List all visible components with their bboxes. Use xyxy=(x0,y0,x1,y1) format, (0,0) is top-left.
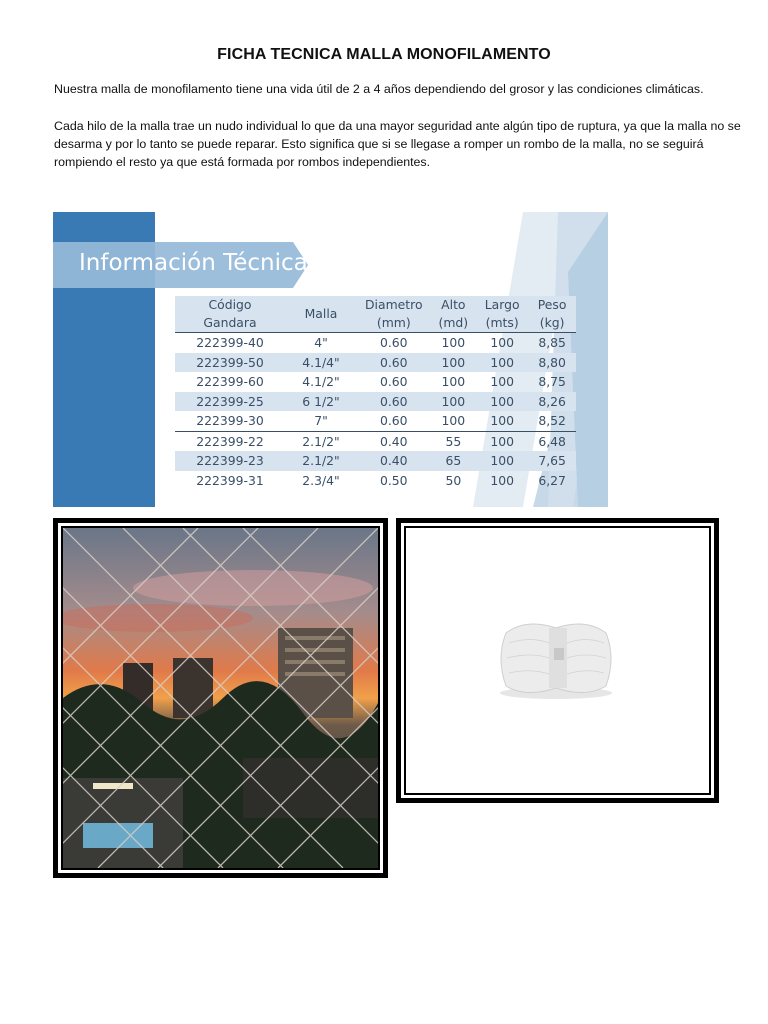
cell-diametro: 0.60 xyxy=(379,335,408,351)
cell-largo: 100 xyxy=(490,472,514,488)
cell-largo: 100 xyxy=(490,453,514,469)
header-diametro: Diametro (mm) xyxy=(357,296,431,333)
header-alto: Alto (md) xyxy=(431,296,477,333)
cell-codigo: 222399-31 xyxy=(196,472,264,488)
cell-diametro: 0.50 xyxy=(379,472,408,488)
table-row xyxy=(175,353,576,373)
cell-alto: 100 xyxy=(431,411,477,431)
cell-largo: 100 xyxy=(490,354,514,370)
table-row xyxy=(175,333,576,353)
cell-alto: 55 xyxy=(445,433,462,449)
header-codigo: Código Gandara xyxy=(175,296,285,333)
cell-peso: 8,26 xyxy=(538,393,566,409)
cell-malla: 2.3/4" xyxy=(302,472,340,488)
document-title: FICHA TECNICA MALLA MONOFILAMENTO xyxy=(217,46,551,63)
table-row xyxy=(175,372,576,392)
cell-alto: 50 xyxy=(445,472,462,488)
table-row xyxy=(175,392,576,412)
cell-codigo: 222399-22 xyxy=(196,433,264,449)
cell-peso: 8,80 xyxy=(538,354,566,370)
cell-largo: 100 xyxy=(490,374,514,390)
sunset-net-image xyxy=(63,528,378,868)
cell-peso: 7,65 xyxy=(538,453,566,469)
table-row xyxy=(175,431,576,451)
cell-codigo: 222399-60 xyxy=(196,374,264,390)
cell-codigo: 222399-50 xyxy=(196,354,264,370)
cell-malla: 2.1/2" xyxy=(302,453,340,469)
cell-diametro: 0.60 xyxy=(379,393,408,409)
cell-largo: 100 xyxy=(490,335,514,351)
table-row xyxy=(175,471,576,491)
cell-peso: 8,75 xyxy=(538,374,566,390)
intro-paragraph: Nuestra malla de monofilamento tiene una vida útil de 2 a 4 años dependiendo del grosor y las condiciones climáticas. xyxy=(54,82,704,96)
cell-alto: 65 xyxy=(445,453,462,469)
net-bundle-photo xyxy=(396,518,719,803)
cell-codigo: 222399-25 xyxy=(196,393,264,409)
cell-malla: 4.1/2" xyxy=(302,374,340,390)
table-row xyxy=(175,411,576,431)
cell-malla: 4" xyxy=(314,335,328,351)
cell-codigo: 222399-40 xyxy=(196,335,264,351)
cell-peso: 8,85 xyxy=(538,335,566,351)
cell-diametro: 0.60 xyxy=(357,411,431,431)
header-largo: Largo (mts) xyxy=(476,296,528,333)
description-paragraph: Cada hilo de la malla trae un nudo individual lo que da una mayor seguridad ante algún tipo de ruptura, ya que la malla no se desarma y por lo tanto se puede reparar. Esto significa que si se llegase a romper un rombo de la malla, no se seguirá rompiendo el resto ya que está formada por rombos independientes. xyxy=(54,119,741,169)
cell-alto: 100 xyxy=(441,393,466,409)
cell-codigo: 222399-23 xyxy=(196,453,264,469)
cell-diametro: 0.60 xyxy=(379,354,408,370)
header-malla: Malla xyxy=(285,296,357,333)
cell-alto: 100 xyxy=(441,335,466,351)
cell-malla: 7" xyxy=(285,411,357,431)
table-row xyxy=(175,451,576,471)
table-header-row xyxy=(175,296,576,333)
cell-malla: 2.1/2" xyxy=(302,433,340,449)
cell-malla: 4.1/4" xyxy=(302,354,340,370)
cell-diametro: 0.40 xyxy=(379,453,408,469)
net-bundle-image xyxy=(406,528,709,793)
cell-peso: 6,48 xyxy=(538,433,566,449)
cell-alto: 100 xyxy=(441,354,466,370)
cell-largo: 100 xyxy=(490,393,514,409)
cell-peso: 6,27 xyxy=(538,472,566,488)
cell-largo: 100 xyxy=(476,411,528,431)
info-heading: Información Técnica xyxy=(79,250,308,276)
cell-alto: 100 xyxy=(441,374,466,390)
header-peso: Peso (kg) xyxy=(528,296,576,333)
cell-diametro: 0.40 xyxy=(379,433,408,449)
cell-diametro: 0.60 xyxy=(379,374,408,390)
sunset-net-photo xyxy=(53,518,388,878)
technical-info-panel xyxy=(53,212,608,507)
cell-largo: 100 xyxy=(490,433,514,449)
cell-malla: 6 1/2" xyxy=(302,393,340,409)
cell-peso: 8,52 xyxy=(528,411,576,431)
spec-table xyxy=(175,296,576,490)
cell-codigo: 222399-30 xyxy=(175,411,285,431)
